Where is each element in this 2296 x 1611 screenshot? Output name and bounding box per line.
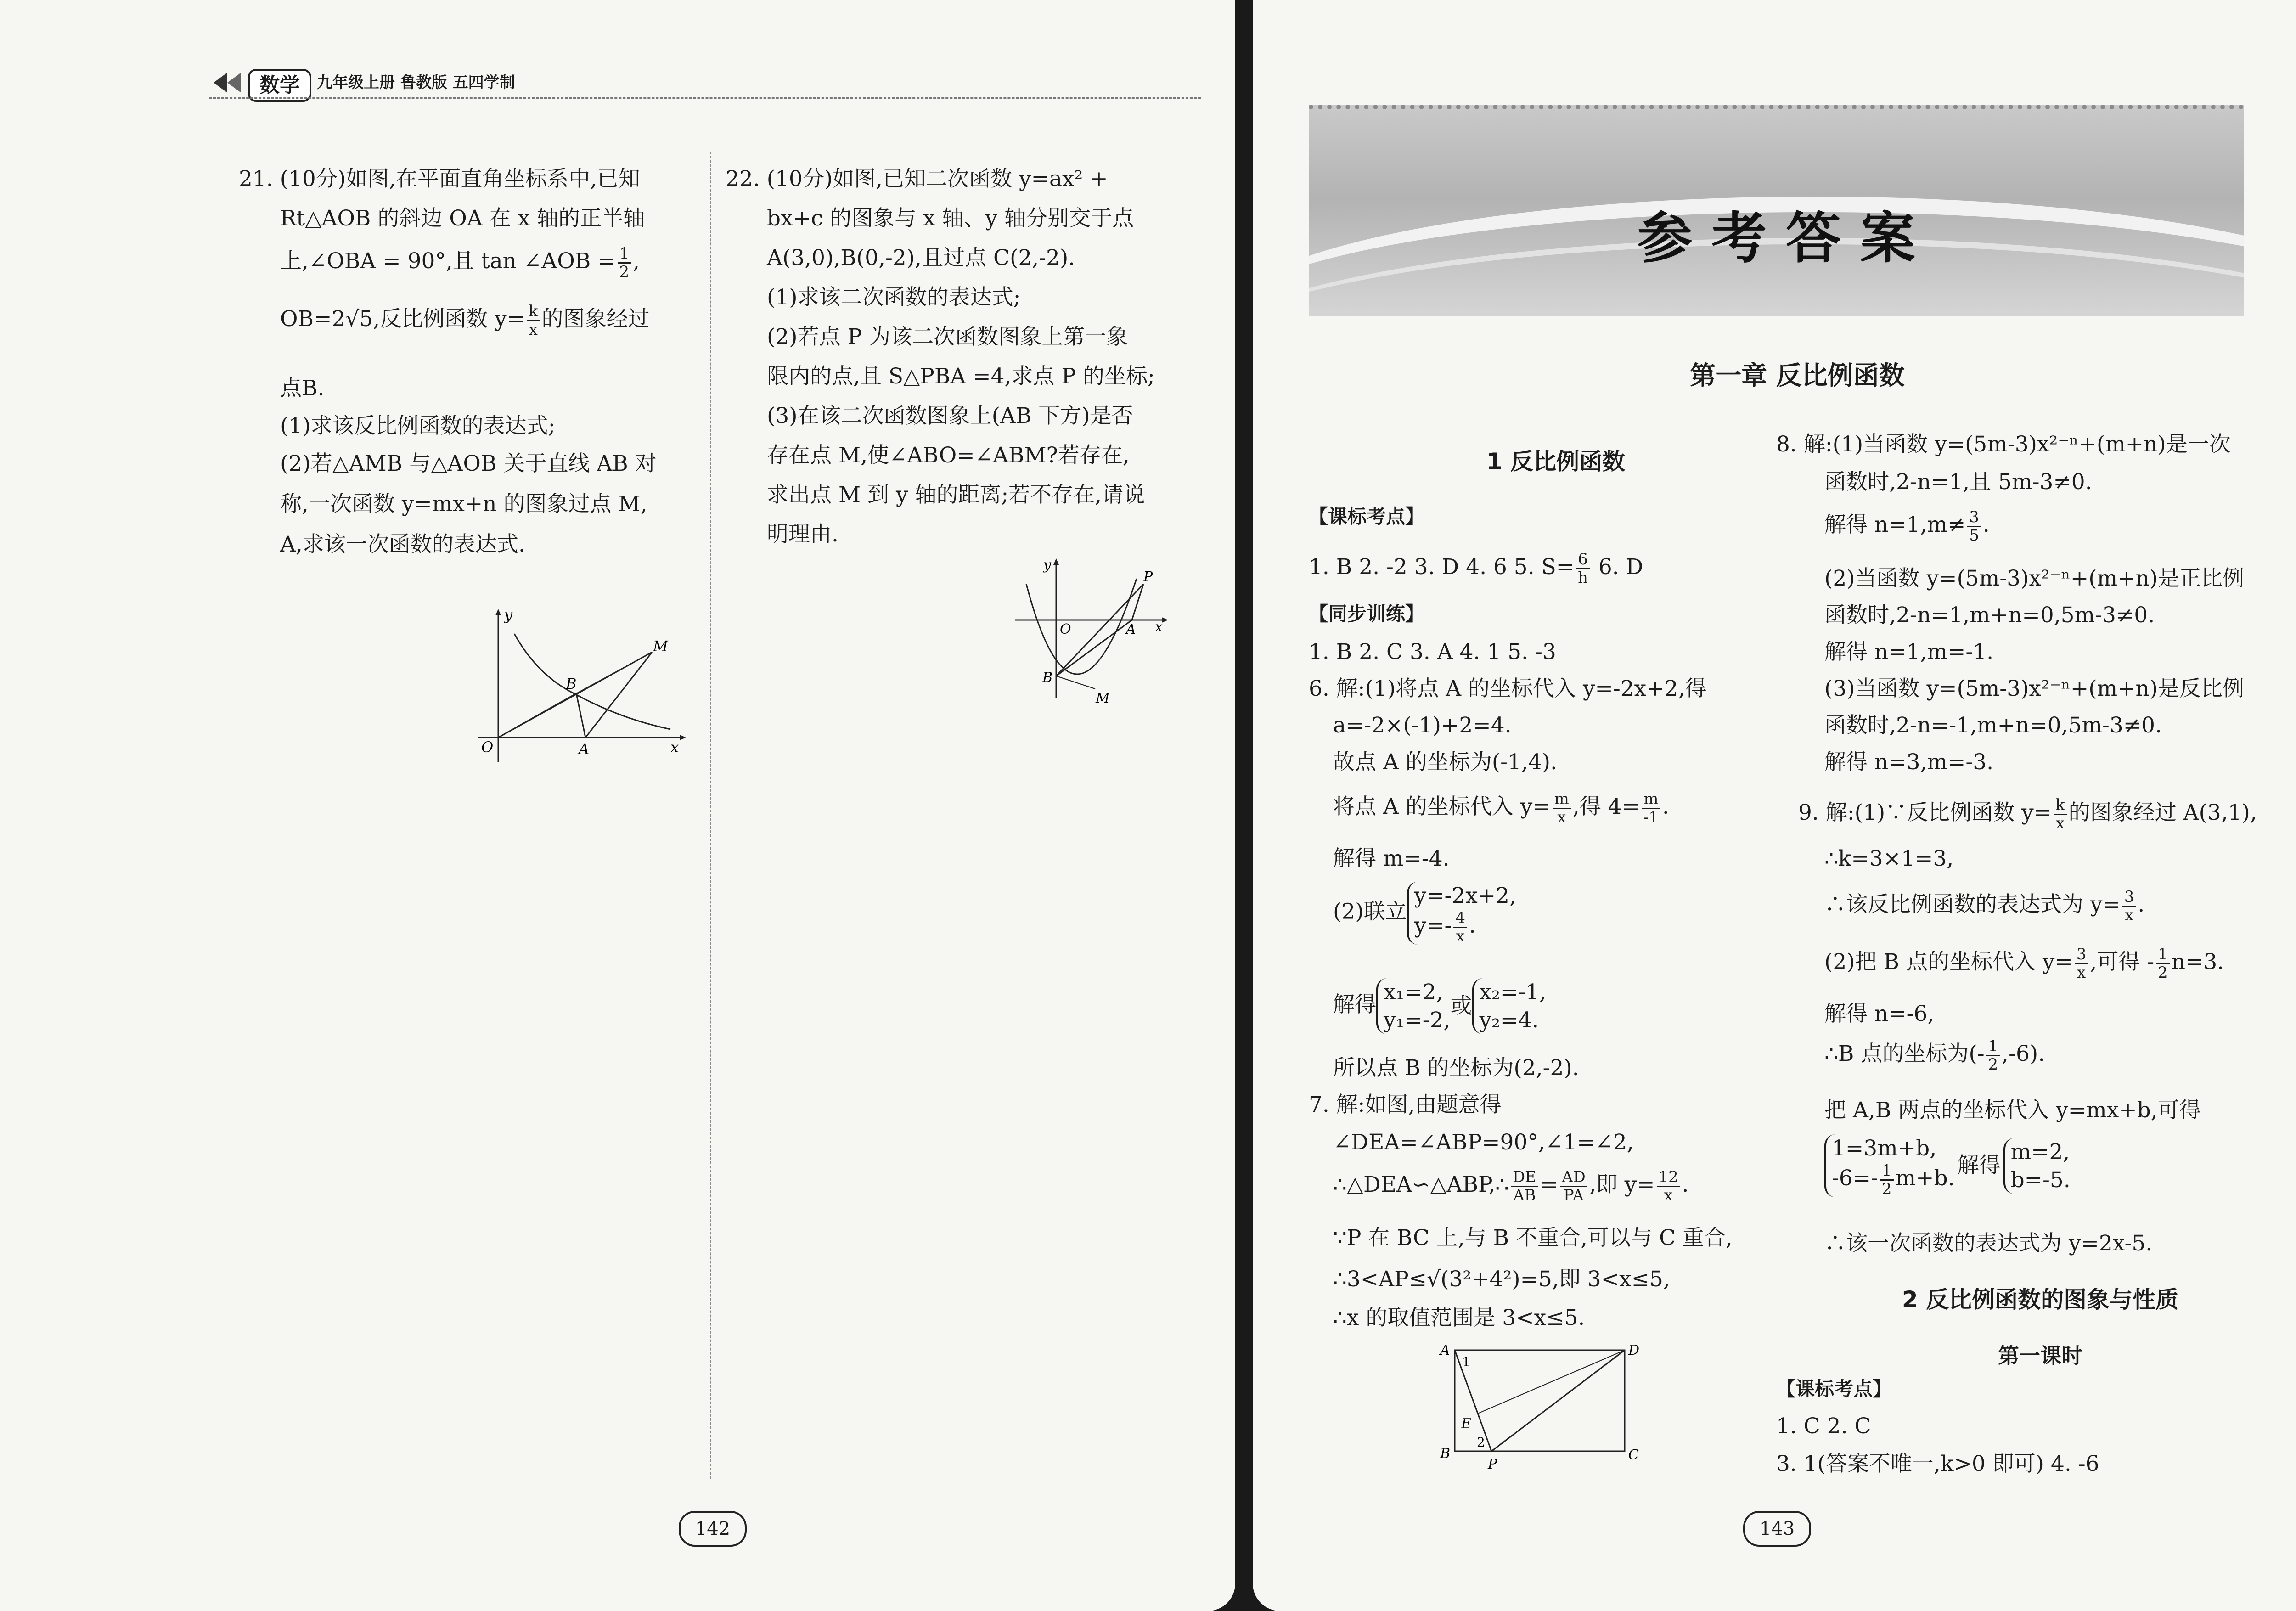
q7-line-dp bbox=[1491, 1350, 1625, 1451]
q21-line2: Rt△AOB 的斜边 OA 在 x 轴的正半轴 bbox=[280, 206, 645, 231]
q22-parabola bbox=[1026, 579, 1137, 674]
kb-answers-text: 1. B 2. -2 3. D 4. 6 5. S= bbox=[1309, 554, 1575, 580]
q7-line3-text: ∴△DEA∽△ABP,∴ bbox=[1333, 1172, 1509, 1198]
right-page bbox=[1253, 0, 2296, 1611]
q21-tan-fraction: $\frac{1}{2}$ bbox=[618, 245, 631, 280]
q21-line-ba bbox=[576, 693, 585, 738]
q8-line1: 8. 解:(1)当函数 y=(5m-3)x²⁻ⁿ+(m+n)是一次 bbox=[1776, 432, 2231, 457]
q6-line1: 6. 解:(1)将点 A 的坐标代入 y=-2x+2,得 bbox=[1309, 676, 1707, 701]
kb2-line2: 3. 1(答案不唯一,k>0 即可) 4. -6 bbox=[1776, 1451, 2099, 1476]
q22-label-x: x bbox=[1155, 619, 1163, 635]
double-arrow-icon bbox=[209, 69, 246, 96]
q9-line6-text: ∴B 点的坐标为(- bbox=[1824, 1041, 1985, 1067]
q7-line3: ∴△DEA∽△ABP,∴ $\frac{DE}{AB}$ = $\frac{AD}{PA}$ ,即 y= $\frac{12}{x}$ . bbox=[1333, 1168, 1689, 1204]
q22-figure bbox=[1006, 551, 1180, 707]
q9-system1-brace: 1=3m+b, -6=- $\frac{1}{2}$ m+b. bbox=[1824, 1134, 1955, 1197]
q22-line2: bx+c 的图象与 x 轴、y 轴分别交于点 bbox=[767, 206, 1134, 231]
page-number-142-text: 142 bbox=[695, 1518, 731, 1539]
page-number-143 bbox=[1743, 1511, 1811, 1547]
q21-label-b: B bbox=[566, 675, 577, 693]
kb-answers: 1. B 2. -2 3. D 4. 6 5. S= $\frac{6}{h}$ 6. D bbox=[1309, 550, 1643, 586]
q7-line6: ∴x 的取值范围是 3<x≤5. bbox=[1333, 1305, 1585, 1330]
q9-line6: ∴B 点的坐标为(- $\frac{1}{2}$ ,-6). bbox=[1824, 1037, 2045, 1073]
answers-banner bbox=[1309, 105, 2244, 316]
header-rule bbox=[209, 97, 1201, 99]
banner-dots bbox=[1309, 105, 2244, 123]
q6-line4: 将点 A 的坐标代入 y= $\frac{m}{x}$ ,得 4= $\frac{m}{-1}$ . bbox=[1333, 790, 1669, 826]
q6-line4-text: 将点 A 的坐标代入 y= bbox=[1333, 794, 1551, 820]
q7-label-p: P bbox=[1488, 1456, 1497, 1472]
q7-line5: ∴3<AP≤√(3²+4²)=5,即 3<x≤5, bbox=[1333, 1267, 1670, 1292]
q8-line3-text: 解得 n=1,m≠ bbox=[1824, 512, 1966, 538]
q21-label-m: M bbox=[653, 637, 668, 655]
column-divider bbox=[710, 152, 711, 1479]
q7-label-d: D bbox=[1628, 1342, 1640, 1358]
q21-line-bm bbox=[576, 652, 652, 693]
q22-line7: (3)在该二次函数图象上(AB 下方)是否 bbox=[767, 403, 1133, 428]
q22-line5: (2)若点 P 为该二次函数图象上第一象 bbox=[767, 324, 1128, 349]
q22-label-o: O bbox=[1060, 621, 1071, 637]
q9-line5: 解得 n=-6, bbox=[1824, 1001, 1935, 1026]
q22-label-a: A bbox=[1126, 621, 1136, 637]
header-arrows bbox=[209, 69, 246, 98]
tb-answers: 1. B 2. C 3. A 4. 1 5. -3 bbox=[1309, 639, 1556, 665]
q21-label-o: O bbox=[481, 738, 494, 756]
q6-line6-text: (2)联立 bbox=[1333, 899, 1407, 924]
section1-title: 1 反比例函数 bbox=[1486, 448, 1626, 475]
q22-label-b: B bbox=[1042, 670, 1053, 686]
q21-line7: (2)若△AMB 与△AOB 关于直线 AB 对 bbox=[280, 451, 657, 476]
q21-line9: A,求该一次函数的表达式. bbox=[280, 532, 525, 557]
q21-line5: 点B. bbox=[280, 376, 325, 401]
q22-label-m: M bbox=[1096, 690, 1110, 706]
q9-line1-text: 9. 解:(1)∵反比例函数 y= bbox=[1798, 800, 2052, 826]
q21-line1: 21. (10分)如图,在平面直角坐标系中,已知 bbox=[239, 166, 641, 192]
q21-line3-text: 上,∠OBA = 90°,且 tan ∠AOB = bbox=[280, 248, 616, 274]
q7-line-de bbox=[1478, 1350, 1625, 1414]
q6-line2: a=-2×(-1)+2=4. bbox=[1333, 713, 1512, 738]
kb-label: 【课标考点】 bbox=[1309, 505, 1425, 528]
q9-line3: ∴该反比例函数的表达式为 y= $\frac{3}{x}$ . bbox=[1824, 888, 2145, 924]
q6-line6 bbox=[1333, 882, 1516, 945]
q8-line8: 函数时,2-n=-1,m+n=0,5m-3≠0. bbox=[1824, 713, 2162, 738]
q21-k-over-x: $\frac{k}{x}$ bbox=[527, 303, 540, 338]
q22-line10: 明理由. bbox=[767, 522, 838, 547]
q8-line5: 函数时,2-n=1,m+n=0,5m-3≠0. bbox=[1824, 603, 2155, 628]
q6-solution2-brace: x₂=-1, y₂=4. bbox=[1472, 978, 1546, 1034]
q7-line-ap bbox=[1455, 1350, 1491, 1451]
q7-line4: ∵P 在 BC 上,与 B 不重合,可以与 C 重合, bbox=[1333, 1225, 1733, 1250]
q21-line4: OB=2√5,反比例函数 y= $\frac{k}{x}$ 的图象经过 bbox=[280, 302, 650, 338]
q9-line8: 1=3m+b, -6=- $\frac{1}{2}$ m+b. 解得 m=2, b=-5. bbox=[1824, 1134, 2071, 1197]
q22-line1: 22. (10分)如图,已知二次函数 y=ax² + bbox=[726, 166, 1108, 192]
q21-line-am bbox=[585, 652, 652, 738]
page-number-142 bbox=[679, 1511, 747, 1547]
kb-s-fraction: $\frac{6}{h}$ bbox=[1576, 551, 1590, 586]
q21-line6: (1)求该反比例函数的表达式; bbox=[280, 413, 556, 439]
q22-x-arrow bbox=[1162, 617, 1168, 623]
q7-label-c: C bbox=[1628, 1447, 1639, 1463]
q9-system2-brace: m=2, b=-5. bbox=[2003, 1138, 2071, 1194]
q6-line7-text: 解得 bbox=[1333, 992, 1376, 1018]
q7-line1: 7. 解:如图,由题意得 bbox=[1309, 1092, 1502, 1117]
subject-logo-text: 数学 bbox=[259, 73, 300, 97]
q6-line3: 故点 A 的坐标为(-1,4). bbox=[1333, 749, 1558, 775]
q9-line4-text: (2)把 B 点的坐标代入 y= bbox=[1824, 949, 2073, 975]
header-info: 九年级上册 鲁教版 五四学制 bbox=[317, 73, 515, 92]
q6-line7: 解得 x₁=2, y₁=-2, 或 x₂=-1, y₂=4. bbox=[1333, 978, 1546, 1034]
banner-title: 参 考 答 案 bbox=[1637, 207, 1915, 270]
q9-line1: 9. 解:(1)∵反比例函数 y= $\frac{k}{x}$ 的图象经过 A(3,1), bbox=[1798, 796, 2257, 832]
q9-line4: (2)把 B 点的坐标代入 y= $\frac{3}{x}$ ,可得 - $\frac{1}{2}$ n=3. bbox=[1824, 945, 2224, 981]
q8-line3: 解得 n=1,m≠ $\frac{3}{5}$ . bbox=[1824, 508, 1990, 544]
q21-figure bbox=[468, 606, 698, 772]
section2-title: 2 反比例函数的图象与性质 bbox=[1902, 1286, 2179, 1313]
chapter-title: 第一章 反比例函数 bbox=[1690, 361, 1905, 391]
q21-label-a: A bbox=[579, 740, 590, 758]
q7-label-b: B bbox=[1440, 1446, 1451, 1462]
q7-label-e: E bbox=[1461, 1416, 1471, 1432]
q8-line7: (3)当函数 y=(5m-3)x²⁻ⁿ+(m+n)是反比例 bbox=[1824, 676, 2245, 701]
q21-label-x: x bbox=[670, 738, 679, 756]
q21-x-arrow bbox=[680, 735, 686, 740]
q21-line3: 上,∠OBA = 90°,且 tan ∠AOB = $\frac{1}{2}$ , bbox=[280, 244, 640, 281]
q21-line4-text: OB=2√5,反比例函数 y= bbox=[280, 306, 525, 332]
q22-line8: 存在点 M,使∠ABO=∠ABM?若存在, bbox=[767, 443, 1130, 468]
q8-line4: (2)当函数 y=(5m-3)x²⁻ⁿ+(m+n)是正比例 bbox=[1824, 566, 2245, 591]
q22-y-arrow bbox=[1053, 558, 1059, 565]
q22-line6: 限内的点,且 S△PBA =4,求点 P 的坐标; bbox=[767, 364, 1155, 389]
q7-line2: ∠DEA=∠ABP=90°,∠1=∠2, bbox=[1333, 1130, 1634, 1155]
q8-line9: 解得 n=3,m=-3. bbox=[1824, 749, 1994, 775]
q9-line9: ∴该一次函数的表达式为 y=2x-5. bbox=[1824, 1231, 2153, 1256]
q22-line3: A(3,0),B(0,-2),且过点 C(2,-2). bbox=[767, 245, 1075, 270]
q21-label-y: y bbox=[504, 606, 513, 624]
kb2-label: 【课标考点】 bbox=[1776, 1378, 1892, 1400]
q21-y-arrow bbox=[495, 609, 501, 615]
q7-label-a: A bbox=[1440, 1342, 1450, 1358]
q22-line4: (1)求该二次函数的表达式; bbox=[767, 285, 1021, 310]
lesson-title: 第一课时 bbox=[1998, 1343, 2082, 1368]
q6-line8: 所以点 B 的坐标为(2,-2). bbox=[1333, 1055, 1579, 1081]
q9-line7: 把 A,B 两点的坐标代入 y=mx+b,可得 bbox=[1824, 1098, 2201, 1123]
q6-system-brace: y=-2x+2, y=- $\frac{4}{x}$ . bbox=[1407, 882, 1516, 945]
tb-label: 【同步训练】 bbox=[1309, 603, 1425, 625]
q8-line6: 解得 n=1,m=-1. bbox=[1824, 639, 1994, 665]
q22-label-p: P bbox=[1143, 569, 1153, 585]
q7-label-1: 1 bbox=[1462, 1354, 1470, 1369]
q9-line3-text: ∴该反比例函数的表达式为 y= bbox=[1824, 892, 2121, 918]
q21-line8: 称,一次函数 y=mx+n 的图象过点 M, bbox=[280, 491, 647, 517]
q22-line9: 求出点 M 到 y 轴的距离;若不存在,请说 bbox=[767, 482, 1145, 507]
q9-line2: ∴k=3×1=3, bbox=[1824, 846, 1954, 871]
q22-label-y: y bbox=[1043, 557, 1051, 573]
q6-line5: 解得 m=-4. bbox=[1333, 846, 1450, 871]
q21-line-ob bbox=[498, 693, 576, 738]
page-number-143-text: 143 bbox=[1759, 1518, 1795, 1539]
kb2-line1: 1. C 2. C bbox=[1776, 1414, 1871, 1439]
q8-line2: 函数时,2-n=1,且 5m-3≠0. bbox=[1824, 469, 2092, 495]
q22-line-bm bbox=[1056, 676, 1095, 689]
q7-figure bbox=[1432, 1341, 1643, 1474]
q7-label-2: 2 bbox=[1477, 1435, 1485, 1450]
q6-solution1-brace: x₁=2, y₁=-2, bbox=[1376, 978, 1451, 1034]
